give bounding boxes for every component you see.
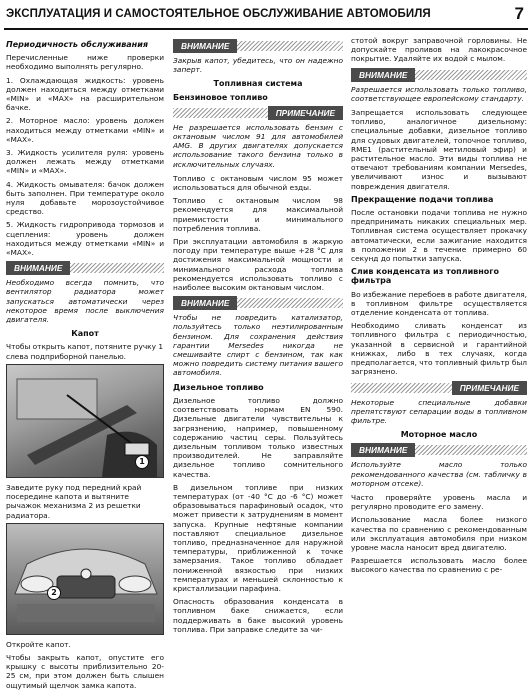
column-left: [6, 36, 164, 694]
paragraph: Опасность образования конденсата в топливном баке снижается, если поддерживать в баке высокий уровень топлива. При заправке следите за чи-: [173, 597, 343, 634]
paragraph: Необходимо сливать конденсат из топливного фильтра с периодичностью, указанной в сервисной и гарантийной книжках, либо в тех случаях, когда предполагается, что топливный фильтр был загрязнено.: [351, 321, 527, 377]
paragraph: После остановки подачи топлива не нужно предпринимать никаких специальных мер. Топливная система осуществляет прокачку автоматически, если зажигание находится в положении 2 в течение примерно 60 секунд до попытки запуска.: [351, 208, 527, 264]
section-heading-oil: Моторное масло: [400, 430, 478, 440]
hatch-decoration: [237, 298, 343, 308]
subsection-heading-condensate: Слив конденсата из топливного фильтра: [351, 267, 499, 286]
remark-text: Некоторые специальные добавки препятствуют сепарации воды в топливном фильтре.: [351, 397, 527, 425]
car-front-illustration: [7, 524, 164, 634]
hatch-decoration: [415, 445, 527, 455]
hatch-decoration: [173, 108, 268, 118]
paragraph: Запрещается использовать следующее топливо, аналогичное дизельному: специальные добавки, дизельное топливо для судовых двигателей, топочное топливо, RME1 (растительный метиловый эфир) и растительное масло. Эти виды топлива не отвечают требованиям компании Mersedes, увеличивают износ и вызывают повреждения двигателя.: [351, 108, 527, 191]
warning-label: ВНИМАНИЕ: [351, 443, 415, 457]
section-heading-fuel: Топливная система: [213, 79, 303, 89]
subsection-heading-fuel-stop: Прекращение подачи топлива: [351, 194, 494, 204]
remark-note: [173, 106, 343, 169]
warning-text: Чтобы не повредить катализатор, пользуйтесь только неэтилированным бензином. Для сохранения действия гарантии Mersedes никогда не смешивайте спирт с бензином, так как можно повредить систему питания вашего автомобиля.: [173, 313, 343, 378]
warning-label: ВНИМАНИЕ: [173, 39, 237, 53]
photo-hood-release-lever: [6, 364, 164, 478]
marker-2: 2: [47, 586, 61, 600]
paragraph: Во избежание перебоев в работе двигателя, в топливном фильтре осуществляется отделение конденсата от топлива.: [351, 289, 527, 318]
paragraph: стотой вокруг заправочной горловины. Не допускайте проливов на лакокрасочное покрытие. Удаляйте их водой с мылом.: [351, 36, 527, 64]
warning-bar: [6, 261, 164, 275]
paragraph: Использование масла более низкого качества по сравнению с рекомендованным или эксплуатация автомобиля при низком уровне масла наносит вред двигателю.: [351, 515, 527, 552]
remark-note: [351, 381, 527, 426]
hatch-decoration: [237, 41, 343, 51]
warning-bar: [351, 68, 527, 82]
remark-label: ПРИМЕЧАНИЕ: [452, 381, 527, 395]
warning-label: ВНИМАНИЕ: [6, 261, 70, 275]
warning-note: [351, 68, 527, 103]
list-item: 5. Жидкость гидропривода тормозов и сцепления: уровень должен находиться между отметками «MIN» и «MAX».: [6, 220, 164, 258]
warning-bar: [173, 39, 343, 53]
paragraph: Топливо с октановым числом 98 рекомендуется для максимальной приемистости и минимального потребления топлива.: [173, 196, 343, 233]
remark-label: ПРИМЕЧАНИЕ: [268, 106, 343, 120]
warning-bar: [173, 296, 343, 310]
warning-note: [173, 296, 343, 377]
hatch-decoration: [351, 383, 452, 393]
warning-label: ВНИМАНИЕ: [173, 296, 237, 310]
page-number: 7: [514, 4, 524, 23]
photo-car-front: [6, 523, 164, 635]
warning-text: Необходимо всегда помнить, что вентилятор радиатора может запускаться автоматически через некоторое время после выключения двигателя.: [6, 278, 164, 325]
marker-1: 1: [135, 455, 149, 469]
subsection-heading-diesel: Дизельное топливо: [173, 382, 264, 392]
paragraph: Перечисленные ниже проверки необходимо выполнять регулярно.: [6, 53, 164, 72]
warning-note: [173, 39, 343, 74]
paragraph: Разрешается использовать масло более высокого качества по сравнению с ре-: [351, 556, 527, 575]
warning-text: Закрыв капот, убедитесь, что он надежно заперт.: [173, 56, 343, 75]
paragraph: Дизельное топливо должно соответствовать нормам EN 590. Дизельные двигатели чувствительны к загрязнению, например, повышенному содержанию частиц серы. Пользуйтесь дизельным топливом только известных производителей. Не заправляйте дизельное топливо сомнительного качества.: [173, 395, 343, 479]
paragraph: В дизельном топливе при низких температурах (от -40 °С до -6 °С) может образовываться парафиновый осадок, что может привести к затруднениям в момент запуска. Крупные нефтяные компании поставляют специальное дизельное топливо, предназначенное для наружной температуры, приближенной к точке замерзания. Такое топливо обладает пониженной вязкостью при низких температурах и меньшей склонностью к кристаллизации парафина.: [173, 482, 343, 593]
warning-text: Используйте масло только рекомендованного качества (см. табличку в моторном отсеке).: [351, 460, 527, 488]
paragraph: Топливо с октановым числом 95 может использоваться для обычной езды.: [173, 173, 343, 193]
paragraph: Заведите руку под передний край посередине капота и вытяните рычажок механизма 2 из решетки радиатора.: [6, 482, 142, 520]
list-item: 4. Жидкость омывателя: бачок должен быть заполнен. При температуре около нуля добавьте морозоустойчивое средство.: [6, 179, 164, 217]
header-title: ЭКСПЛУАТАЦИЯ И САМОСТОЯТЕЛЬНОЕ ОБСЛУЖИВАНИЕ АВТОМОБИЛЯ: [6, 8, 431, 20]
remark-bar: [173, 106, 343, 120]
remark-bar: [351, 381, 527, 395]
hatch-decoration: [70, 263, 164, 273]
list-item: 3. Жидкость усилителя руля: уровень должен лежать между отметками «MIN» и «MAX».: [6, 148, 164, 176]
warning-bar: [351, 443, 527, 457]
warning-note: [351, 443, 527, 488]
warning-note: [6, 261, 164, 324]
section-heading-hood: Капот: [71, 329, 99, 339]
paragraph: При эксплуатации автомобиля в жаркую погоду при температуре выше +28 °С для достижения максимальной мощности и минимального расхода топлива рекомендуется использовать топливо с наиболее высоким октановым числом.: [173, 237, 343, 293]
hatch-decoration: [415, 70, 527, 80]
paragraph: Часто проверяйте уровень масла и регулярно проводите его замену.: [351, 492, 527, 512]
remark-text: Не разрешается использовать бензин с октановым числом 91 для автомобилей AMG. В других двигателях допускается использование такого бензина только в исключительных случаях.: [173, 122, 343, 169]
warning-label: ВНИМАНИЕ: [351, 68, 415, 82]
paragraph: Чтобы открыть капот, потяните ручку 1 слева подприборной панелью.: [6, 342, 164, 361]
section-heading-periodicity: Периодичность обслуживания: [6, 40, 148, 49]
subsection-heading-petrol: Бензиновое топливо: [173, 92, 268, 102]
warning-text: Разрешается использовать только топливо, соответствующее европейскому стандарту.: [351, 84, 527, 103]
paragraph: Чтобы закрыть капот, опустите его крышку с высоты приблизительно 20-25 см, при этом должен быть слышен ощутимый щелчок замка капота.: [6, 652, 164, 690]
paragraph: Откройте капот.: [6, 639, 71, 649]
column-middle: [173, 36, 343, 638]
list-item: 2. Моторное масло: уровень должен находиться между отметками «MIN» и «MAX».: [6, 116, 164, 144]
list-item: 1. Охлаждающая жидкость: уровень должен находиться между отметками «MIN» и «MAX» на расширительном бачке.: [6, 75, 164, 113]
column-right: [351, 36, 527, 579]
page-header: [4, 4, 528, 30]
